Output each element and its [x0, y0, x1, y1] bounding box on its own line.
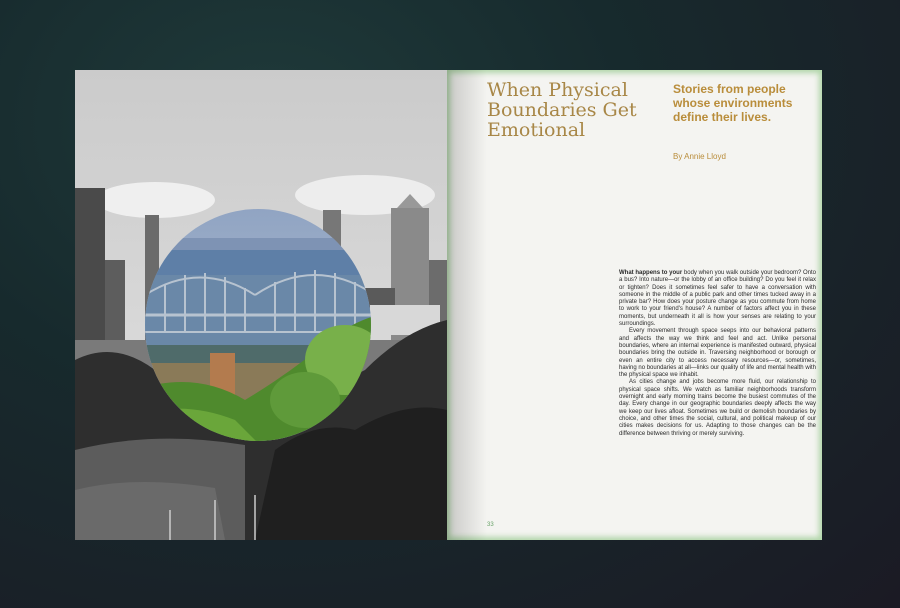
paragraph-3: As cities change and jobs become more fluid, our relationship to physical space shifts. We watch as familiar neighborhoods transform overnight and early morning trains become the busiest commutes of the day. Every change in our geographic boundaries deeply affects the way we keep our lives afloat. Sometimes we build or demolish boundaries by choice, and other times the social, cultural, and political makeup of our cities makes decisions for us. Adapting to those changes can be the difference between thriving or merely surviving. [619, 379, 816, 437]
byline: By Annie Lloyd [673, 152, 726, 161]
paragraph-2: Every movement through space seeps into our behavioral patterns and affects the way we think and feel and act. Unlike personal boundaries, where an internal experience is manifested outward, physical boundaries bring the outside in. Traversing neighborhood or borough or even an entire city to access necessary resources—or, sometimes, having no boundaries at all—links our quality of life and mental health with the physical space we inhabit. [619, 328, 816, 379]
paragraph-1-text: body when you walk outside your bedroom? Onto a bus? Into nature—or the lobby of an office building? Do you feel it relax or tighten? Does it sometimes feel safer to have a conversation with someone in the middle of a public park and other times tucked away in a private bar? How does your posture change as you commute from home to work to your friend's house? A number of factors affect you in these moments, but underneath it all is how your senses are relating to your surroundings. [619, 270, 817, 328]
gutter-shadow [447, 70, 487, 540]
magazine-spread [75, 70, 822, 540]
paragraph-1 [619, 270, 816, 328]
article-body [619, 270, 816, 438]
city-bridge-photo [75, 70, 447, 540]
left-page [75, 70, 447, 540]
right-page [447, 70, 822, 540]
article-subtitle: Stories from people whose environments define their lives. [673, 82, 793, 124]
article-title: When Physical Boundaries Get Emotional [487, 79, 637, 141]
page-number: 33 [487, 522, 494, 528]
lead-in: What happens to your [619, 270, 683, 276]
